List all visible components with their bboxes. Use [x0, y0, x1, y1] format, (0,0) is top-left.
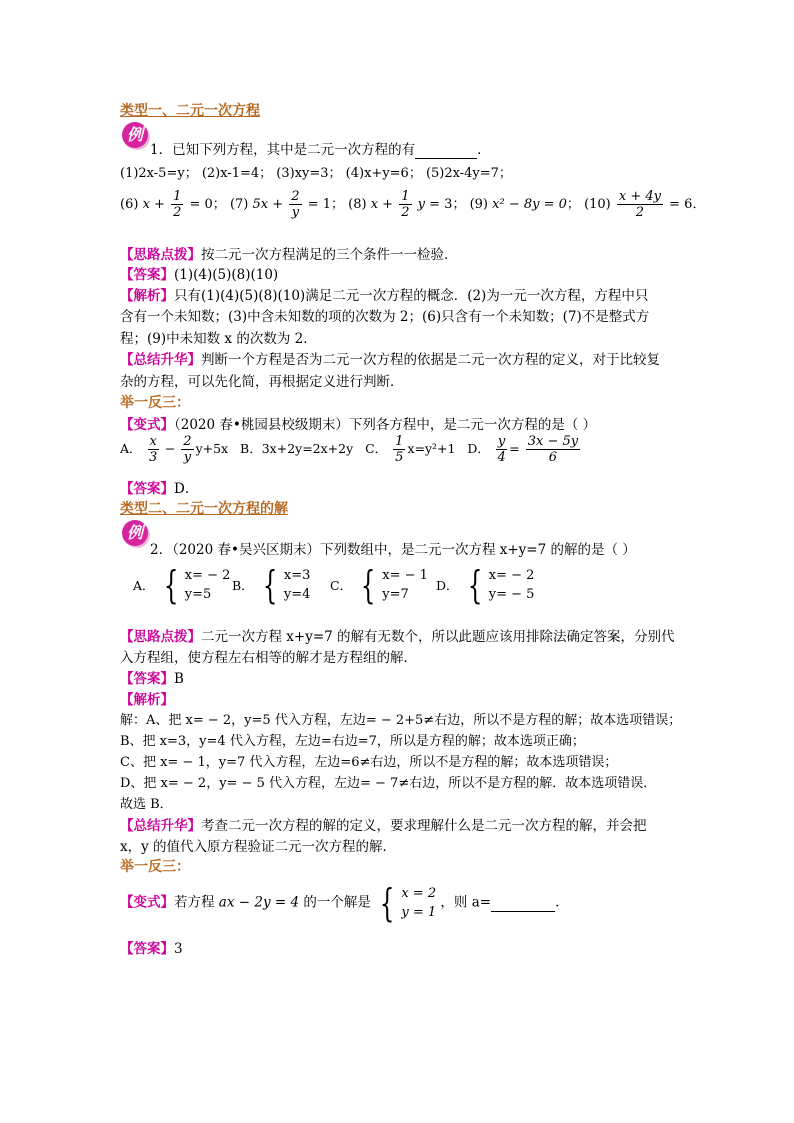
example-badge-icon: 例 — [122, 520, 148, 546]
ex2-answer: 【答案】B — [120, 671, 184, 687]
ex1-hint: 【思路点拨】按二元一次方程满足的三个条件一一检验． — [120, 247, 458, 263]
fraction: $\frac{2}{y}$ — [291, 189, 300, 220]
ex2-summary-line2: x，y 的值代入原方程验证二元一次方程的解． — [120, 839, 397, 855]
variant2-question: 【变式】若方程 ax − 2y = 4 的一个解是 { x = 2 y = 1 ，则 a= ． — [120, 881, 569, 925]
ex1-summary-line2: 杂的方程，可以先化简，再根据定义进行判断． — [120, 374, 404, 390]
ex2-solution-line4: D、把 x= − 2，y= − 5 代入方程，左边= − 7≠右边，所以不是方程的解．故本选项错误． — [120, 776, 657, 791]
fraction: $\frac{1}{2}$ — [401, 189, 410, 220]
ex1-equations-line1: (1)2x-5=y； (2)x-1=4； (3)xy=3； (4)x+y=6； (5)2x-4y=7； — [120, 166, 512, 181]
variant1-answer: 【答案】D． — [120, 481, 199, 497]
practice-heading-1: 举一反三： — [120, 395, 190, 411]
ex2-solution-line1: 解：A、把 x= − 2，y=5 代入方程，左边= − 2+5≠右边，所以不是方程的解；故本选项错误； — [120, 713, 682, 728]
variant1-options: A． $\frac{x}{3}$ − $\frac{2}{y}$ y+5x B．3x+2y=2x+2y C． $\frac{1}{5}$ x=y²+1 D． $\frac{y}{4}$ = $\frac{3x - 5y}{6}$ — [120, 434, 579, 465]
ex2-summary-line1: 【总结升华】考查二元一次方程的解的定义，要求理解什么是二元一次方程的解，并会把 — [120, 818, 647, 834]
fraction: $\frac{x + 4y}{2}$ — [618, 189, 661, 220]
fraction: $\frac{1}{2}$ — [173, 189, 182, 220]
ex1-summary-line1: 【总结升华】判断一个方程是否为二元一次方程的依据是二元一次方程的定义，对于比较复 — [120, 352, 660, 368]
ex2-option-d: D． { x= − 2 y= − 5 — [436, 563, 535, 607]
ex2-solution-line2: B、把 x=3，y=4 代入方程，左边=右边=7，所以是方程的解；故本选项正确； — [120, 734, 585, 749]
section-heading-1: 类型一、二元一次方程 — [120, 103, 260, 119]
ex1-analysis-line2: 含有一个未知数；(3)中含未知数的项的次数为 2；(6)只含有一个未知数；(7)不是整式方 — [120, 309, 650, 325]
variant2-answer: 【答案】3 — [120, 941, 183, 957]
ex1-analysis-line3: 程；(9)中未知数 x 的次数为 2． — [120, 331, 317, 347]
ex2-hint-line2: 入方程组，使方程左右相等的解才是方程组的解． — [120, 650, 417, 666]
practice-heading-2: 举一反三： — [120, 859, 190, 875]
ex2-question: 2．（2020 春•吴兴区期末）下列数组中，是二元一次方程 x+y=7 的解的是（ ） — [150, 542, 636, 558]
ex1-equations-line2: (6) x + $\frac{1}{2}$ = 0； (7) 5x + $\frac{2}{y}$ = 1； (8) x + $\frac{1}{2}$ y = 3； (9) x² − 8y = 0； (10) $\frac{x + 4y}{2}$ = 6． — [120, 189, 706, 220]
ex2-option-b: B． { x=3 y=4 — [232, 563, 311, 607]
example-badge-icon: 例 — [122, 122, 148, 148]
ex2-solution-line5: 故选 B． — [120, 797, 173, 812]
ex2-analysis-label: 【解析】 — [120, 692, 174, 708]
ex1-answer: 【答案】(1)(4)(5)(8)(10) — [120, 267, 279, 283]
ex1-question: 1．已知下列方程，其中是二元一次方程的有 ． — [150, 142, 491, 158]
answer-blank — [491, 895, 555, 912]
ex1-analysis-line1: 【解析】只有(1)(4)(5)(8)(10)满足二元一次方程的概念．(2)为一元一次方程，方程中只 — [120, 288, 649, 304]
ex2-option-c: C． { x= − 1 y=7 — [330, 563, 428, 607]
ex2-solution-line3: C、把 x= − 1，y=7 代入方程，左边=6≠右边，所以不是方程的解；故本选项错误； — [120, 755, 618, 770]
answer-blank — [415, 142, 477, 159]
ex2-hint-line1: 【思路点拨】二元一次方程 x+y=7 的解有无数个，所以此题应该用排除法确定答案，分别代 — [120, 629, 675, 645]
section-heading-2: 类型二、二元一次方程的解 — [120, 501, 288, 517]
variant1-question: 【变式】（2020 春•桃园县校级期末）下列各方程中，是二元一次方程的是（ ） — [120, 417, 597, 433]
ex2-option-a: A． { x= − 2 y=5 — [133, 563, 231, 607]
